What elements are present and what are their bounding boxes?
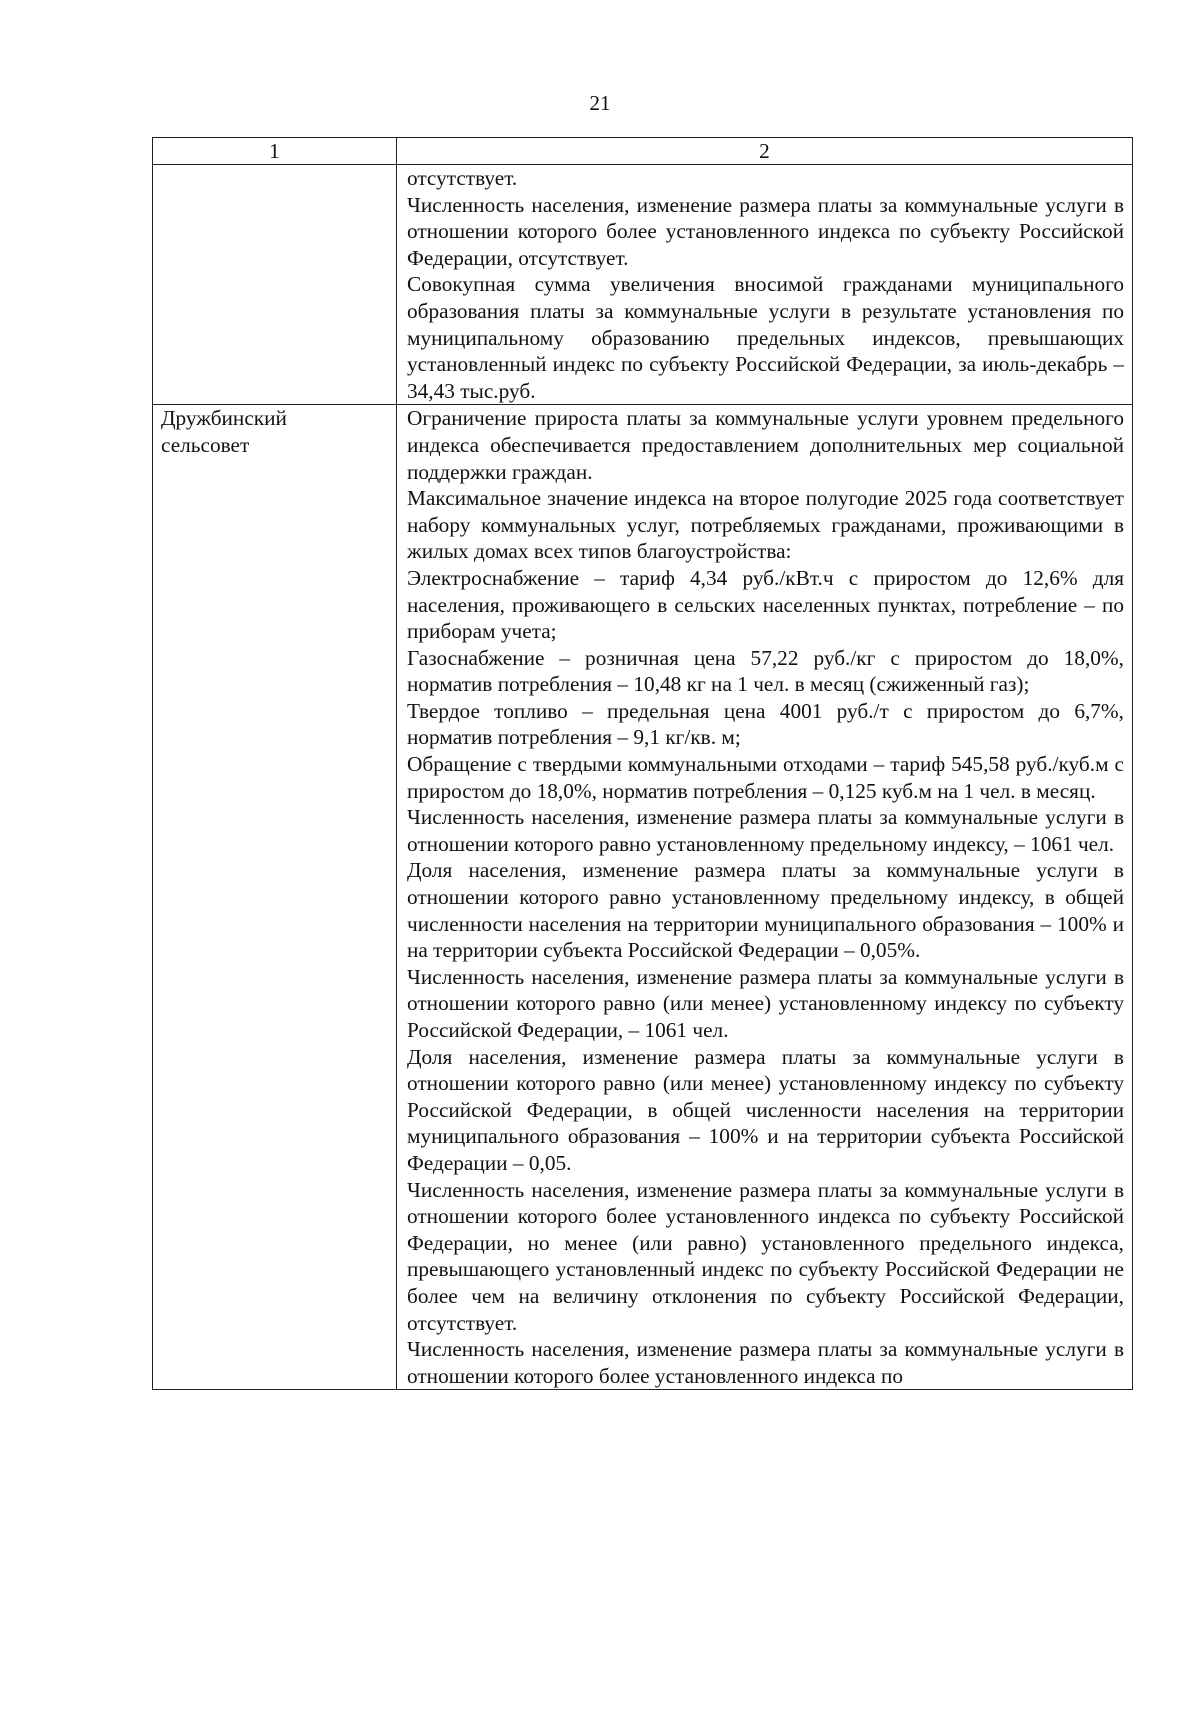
paragraph: Совокупная сумма увеличения вносимой гражданами муниципального образования платы за коммунальные услуги в результате установления по муниципальному образованию предельных индексов, превышающих установленный индекс по субъекту Российской Федерации, за июль-декабрь – 34,43 тыс.руб. [407, 272, 1124, 403]
paragraph: Доля населения, изменение размера платы за коммунальные услуги в отношении которого равно (или менее) установленному индексу по субъекту Российской Федерации, в общей численности населения на территории муниципального образования – 100% и на территории субъекта Российской Федерации – 0,05. [407, 1044, 1124, 1175]
paragraph: Электроснабжение – тариф 4,34 руб./кВт.ч с приростом до 12,6% для населения, проживающего в сельских населенных пунктах, потребление – по приборам учета; [407, 565, 1124, 644]
column-header-2: 2 [397, 138, 1133, 165]
paragraph: Численность населения, изменение размера платы за коммунальные услуги в отношении которого более установленного индекса по субъекту Российской Федерации, но менее (или равно) установленного предельного индекса, превышающего установленный индекс по субъекту Российской Федерации не более чем на величину отклонения по субъекту Российской Федерации, отсутствует. [407, 1177, 1124, 1335]
document-table [152, 137, 1133, 1390]
municipality-cell [153, 405, 397, 1390]
table-header-row [153, 138, 1133, 165]
paragraph: Газоснабжение – розничная цена 57,22 руб./кг с приростом до 18,0%, норматив потребления – 10,48 кг на 1 чел. в месяц (сжиженный газ); [407, 645, 1124, 697]
paragraph: Ограничение прироста платы за коммунальные услуги уровнем предельного индекса обеспечивается предоставлением дополнительных мер социальной поддержки граждан. [407, 406, 1124, 484]
paragraph: Численность населения, изменение размера платы за коммунальные услуги в отношении которого более установленного индекса по [407, 1337, 1124, 1388]
municipality-cell [153, 165, 397, 405]
paragraph: Численность населения, изменение размера платы за коммунальные услуги в отношении которого более установленного индекса по субъекту Российской Федерации, отсутствует. [407, 192, 1124, 270]
paragraph: Максимальное значение индекса на второе полугодие 2025 года соответствует набору коммунальных услуг, потребляемых гражданами, проживающими в жилых домах всех типов благоустройства: [407, 486, 1124, 564]
paragraph: Численность населения, изменение размера платы за коммунальные услуги в отношении которого равно (или менее) установленному индексу по субъекту Российской Федерации, – 1061 чел. [407, 964, 1124, 1042]
municipality-name: Дружбинский сельсовет [161, 406, 287, 457]
description-cell [397, 405, 1133, 1390]
paragraph: Обращение с твердыми коммунальными отходами – тариф 545,58 руб./куб.м с приростом до 18,0%, норматив потребления – 0,125 куб.м на 1 чел. в месяц. [407, 752, 1124, 803]
page-number: 21 [589, 91, 611, 115]
column-header-1: 1 [153, 138, 397, 165]
table-row [153, 165, 1133, 405]
table-row [153, 405, 1133, 1390]
paragraph: отсутствует. [407, 166, 518, 190]
paragraph: Твердое топливо – предельная цена 4001 руб./т с приростом до 6,7%, норматив потребления – 9,1 кг/кв. м; [407, 698, 1124, 750]
description-cell [397, 165, 1133, 405]
paragraph: Численность населения, изменение размера платы за коммунальные услуги в отношении которого равно установленному предельному индексу, – 1061 чел. [407, 805, 1124, 856]
paragraph: Доля населения, изменение размера платы за коммунальные услуги в отношении которого равно установленному предельному индексу, в общей численности населения на территории муниципального образования – 100% и на территории субъекта Российской Федерации – 0,05%. [407, 858, 1124, 963]
